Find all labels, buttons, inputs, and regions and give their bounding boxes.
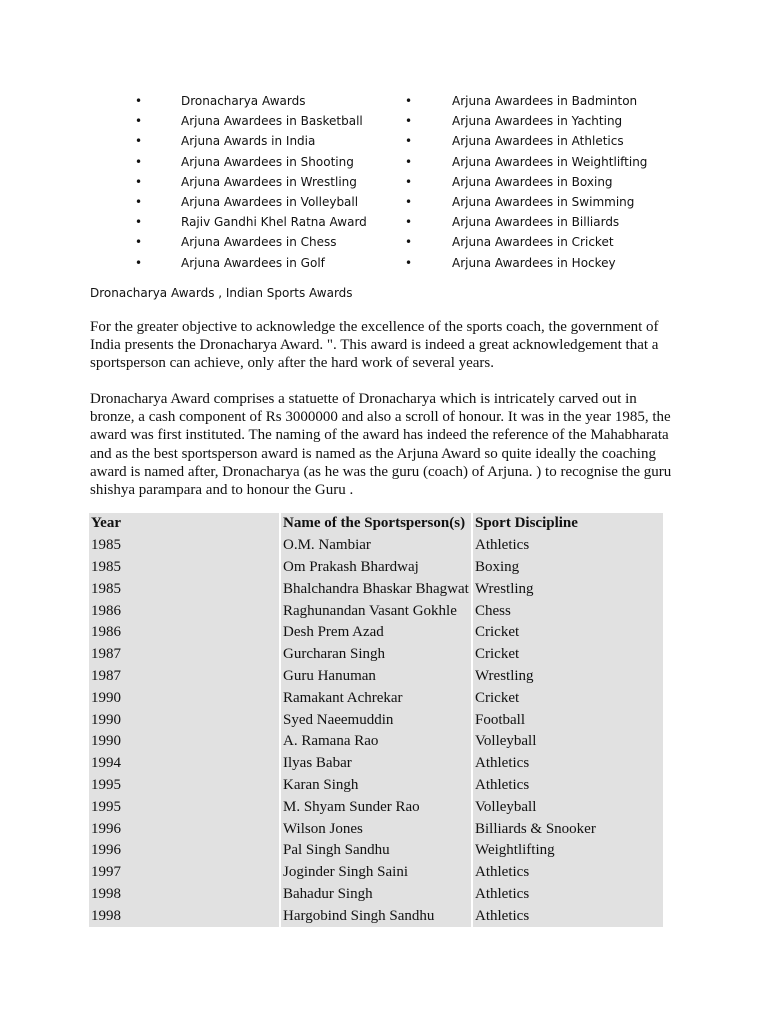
awardees-table [87, 513, 665, 927]
column-header-name: Name of the Sportsperson(s) [281, 513, 471, 535]
name-cell: Wilson Jones [281, 818, 471, 840]
intro-paragraph: For the greater objective to acknowledge the excellence of the sports coach, the government of India presents the Dronacharya Award. ". This award is indeed a great acknowledgement that a sportsperson can achieve, only after the hard work of several years. [90, 319, 659, 372]
link-text[interactable]: Arjuna Awardees in Volleyball [181, 194, 359, 209]
link-text[interactable]: Arjuna Awardees in Athletics [452, 134, 624, 149]
name-cell: O.M. Nambiar [281, 535, 471, 557]
discipline-cell: Billiards & Snooker [473, 818, 663, 840]
year-cell: 1987 [89, 644, 279, 666]
discipline-cell: Athletics [473, 905, 663, 927]
name-cell: Ramakant Achrekar [281, 687, 471, 709]
discipline-cell: Athletics [473, 775, 663, 797]
link-text[interactable]: Arjuna Awardees in Weightlifting [452, 154, 648, 169]
link-text[interactable]: Arjuna Awardees in Hockey [452, 255, 616, 270]
bullet: • [135, 114, 143, 129]
discipline-cell: Boxing [473, 557, 663, 579]
bullet: • [405, 154, 413, 169]
table-row [89, 666, 663, 688]
table-row [89, 884, 663, 906]
name-cell: Raghunandan Vasant Gokhle [281, 600, 471, 622]
page-subheading: Dronacharya Awards , Indian Sports Awards [90, 286, 353, 300]
discipline-cell: Wrestling [473, 666, 663, 688]
name-cell: Karan Singh [281, 775, 471, 797]
discipline-cell: Wrestling [473, 578, 663, 600]
link-text[interactable]: Arjuna Awardees in Golf [181, 255, 325, 270]
table-row [89, 557, 663, 579]
description-paragraph: Dronacharya Award comprises a statuette of Dronacharya which is intricately carved out in bronze, a cash component of Rs 3000000 and also a scroll of honour. It was in the year 1985, the award was first instituted. The naming of the award has indeed the reference of the Mahabharata and as the best sportsperson award is named as the Arjuna Award so quite ideally the coaching award is named after, Dronacharya (as he was the guru (coach) of Arjuna. ) to recognise the guru shishya parampara and to honour the Guru . [90, 391, 672, 499]
year-cell: 1997 [89, 862, 279, 884]
bullet: • [405, 215, 413, 230]
year-cell: 1996 [89, 818, 279, 840]
link-text[interactable]: Arjuna Awards in India [181, 134, 316, 149]
year-cell: 1986 [89, 600, 279, 622]
name-cell: Om Prakash Bhardwaj [281, 557, 471, 579]
name-cell: Guru Hanuman [281, 666, 471, 688]
discipline-cell: Athletics [473, 753, 663, 775]
discipline-cell: Chess [473, 600, 663, 622]
table-row [89, 753, 663, 775]
discipline-cell: Athletics [473, 884, 663, 906]
bullet: • [135, 174, 143, 189]
name-cell: A. Ramana Rao [281, 731, 471, 753]
bullet: • [405, 194, 413, 209]
discipline-cell: Athletics [473, 862, 663, 884]
name-cell: Gurcharan Singh [281, 644, 471, 666]
link-text[interactable]: Arjuna Awardees in Yachting [452, 114, 623, 129]
year-cell: 1995 [89, 775, 279, 797]
name-cell: Bhalchandra Bhaskar Bhagwat [281, 578, 471, 600]
discipline-cell: Weightlifting [473, 840, 663, 862]
table-row [89, 840, 663, 862]
bullet: • [405, 114, 413, 129]
discipline-cell: Volleyball [473, 796, 663, 818]
link-text[interactable]: Arjuna Awardees in Basketball [181, 114, 363, 129]
name-cell: Pal Singh Sandhu [281, 840, 471, 862]
bullet: • [405, 134, 413, 149]
bullet: • [135, 255, 143, 270]
discipline-cell: Volleyball [473, 731, 663, 753]
table-row [89, 535, 663, 557]
link-text[interactable]: Arjuna Awardees in Wrestling [181, 174, 357, 189]
table-row [89, 687, 663, 709]
bullet: • [405, 94, 413, 108]
discipline-cell: Athletics [473, 535, 663, 557]
year-cell: 1998 [89, 905, 279, 927]
column-header-year: Year [89, 513, 279, 535]
name-cell: Ilyas Babar [281, 753, 471, 775]
name-cell: Joginder Singh Saini [281, 862, 471, 884]
link-text[interactable]: Arjuna Awardees in Boxing [452, 174, 613, 189]
name-cell: Desh Prem Azad [281, 622, 471, 644]
bullet: • [405, 174, 413, 189]
name-cell: Hargobind Singh Sandhu [281, 905, 471, 927]
link-text[interactable]: Arjuna Awardees in Chess [181, 235, 337, 250]
name-cell: Bahadur Singh [281, 884, 471, 906]
year-cell: 1994 [89, 753, 279, 775]
year-cell: 1995 [89, 796, 279, 818]
discipline-cell: Cricket [473, 687, 663, 709]
link-text[interactable]: Arjuna Awardees in Billiards [452, 215, 620, 230]
bullet: • [135, 154, 143, 169]
year-cell: 1985 [89, 557, 279, 579]
table-row [89, 578, 663, 600]
bullet: • [135, 215, 143, 230]
discipline-cell: Football [473, 709, 663, 731]
bullet: • [135, 134, 143, 149]
year-cell: 1986 [89, 622, 279, 644]
table-row [89, 775, 663, 797]
link-text[interactable]: Rajiv Gandhi Khel Ratna Award [181, 215, 367, 230]
bullet: • [135, 235, 143, 250]
name-cell: M. Shyam Sunder Rao [281, 796, 471, 818]
table-row [89, 905, 663, 927]
year-cell: 1985 [89, 535, 279, 557]
discipline-cell: Cricket [473, 644, 663, 666]
table-row [89, 796, 663, 818]
year-cell: 1998 [89, 884, 279, 906]
discipline-cell: Cricket [473, 622, 663, 644]
year-cell: 1990 [89, 709, 279, 731]
link-text[interactable]: Arjuna Awardees in Swimming [452, 194, 635, 209]
bullet: • [135, 94, 143, 108]
name-cell: Syed Naeemuddin [281, 709, 471, 731]
year-cell: 1996 [89, 840, 279, 862]
table-row [89, 818, 663, 840]
bullet: • [135, 194, 143, 209]
table-row [89, 709, 663, 731]
link-text[interactable]: Dronacharya Awards [181, 94, 306, 108]
year-cell: 1990 [89, 687, 279, 709]
table-row [89, 600, 663, 622]
link-text[interactable]: Arjuna Awardees in Cricket [452, 235, 614, 250]
table-row [89, 862, 663, 884]
bullet: • [405, 255, 413, 270]
year-cell: 1985 [89, 578, 279, 600]
year-cell: 1990 [89, 731, 279, 753]
bullet: • [405, 235, 413, 250]
table-header-row [89, 513, 663, 535]
table-row [89, 622, 663, 644]
table-row [89, 731, 663, 753]
link-text[interactable]: Arjuna Awardees in Badminton [452, 94, 638, 108]
table-body [89, 535, 663, 927]
table-row [89, 644, 663, 666]
link-text[interactable]: Arjuna Awardees in Shooting [181, 154, 354, 169]
year-cell: 1987 [89, 666, 279, 688]
column-header-discipline: Sport Discipline [473, 513, 663, 535]
